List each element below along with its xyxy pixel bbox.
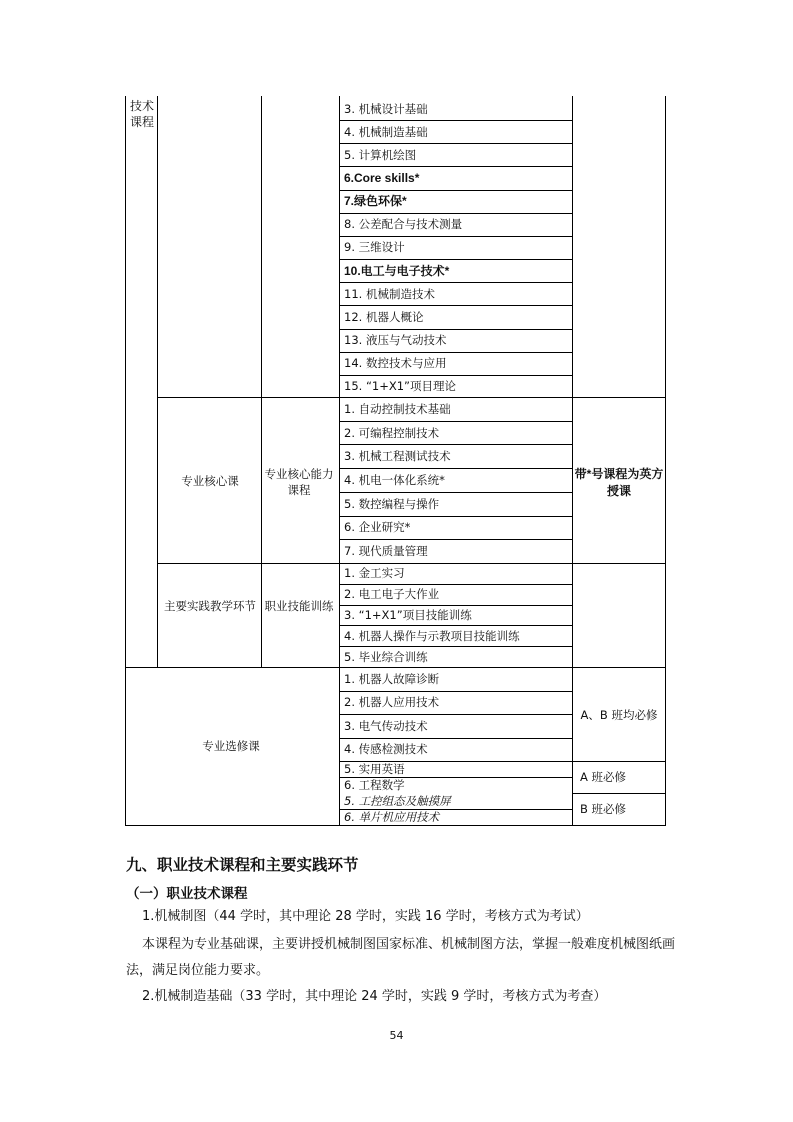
course-row: 3. 机械设计基础: [344, 101, 428, 116]
grid-line: [339, 236, 573, 237]
category-label: 技术课程: [129, 99, 154, 129]
paragraph-2-line-1: 本课程为专业基础课，主要讲授机械制图国家标准、机械制图方法，掌握一般难度机械图纸画: [142, 937, 676, 952]
course-row: 4. 机电一体化系统*: [344, 472, 445, 487]
elective-note-a: A 班必修: [580, 770, 627, 784]
grid-line: [125, 667, 666, 668]
skill-training-label: 职业技能训练: [264, 599, 334, 613]
course-row: 3. “1+X1”项目技能训练: [344, 608, 472, 622]
elective-course-label: 专业选修课: [202, 739, 260, 753]
grid-line: [157, 96, 158, 668]
grid-line: [339, 120, 573, 121]
grid-line: [339, 375, 573, 376]
grid-line: [339, 539, 573, 540]
course-row: 7. 现代质量管理: [344, 544, 428, 559]
grid-line: [339, 714, 573, 715]
course-row: 11. 机械制造技术: [344, 286, 435, 301]
course-row: 15. “1+X1”项目理论: [344, 379, 457, 394]
grid-line: [339, 584, 573, 585]
course-row: 4. 机器人操作与示教项目技能训练: [344, 628, 520, 643]
course-row: 1. 金工实习: [344, 566, 405, 581]
paragraph-2-line-2: 法，满足岗位能力要求。: [126, 963, 270, 978]
course-row: 10.电工与电子技术*: [344, 263, 450, 278]
grid-line: [339, 492, 573, 493]
practice-course-label: 主要实践教学环节: [164, 599, 256, 613]
grid-line: [339, 305, 573, 306]
core-course-label: 专业核心课: [181, 474, 239, 488]
course-row: 5. 工控组态及触摸屏: [344, 794, 451, 808]
grid-line: [125, 825, 666, 826]
grid-line: [339, 444, 573, 445]
grid-line: [125, 96, 126, 826]
english-taught-note: 带*号课程为英方授课: [574, 467, 664, 498]
grid-line: [339, 646, 573, 647]
paragraph-3: 2.机械制造基础（33 学时，其中理论 24 学时，实践 9 学时，考核方式为考查）: [142, 989, 607, 1004]
elective-note-b: B 班必修: [580, 802, 627, 816]
grid-line: [339, 166, 573, 167]
section-subheading: （一）职业技术课程: [126, 886, 248, 902]
course-row: 2. 机器人应用技术: [344, 695, 440, 710]
course-row: 1. 机器人故障诊断: [344, 671, 440, 686]
grid-line: [339, 605, 573, 606]
paragraph-1: 1.机械制图（44 学时，其中理论 28 学时，实践 16 学时，考核方式为考试）: [142, 909, 589, 924]
grid-line: [339, 213, 573, 214]
course-row: 5. 计算机绘图: [344, 147, 417, 162]
course-row: 5. 实用英语: [344, 762, 405, 776]
course-row: 6. 工程数学: [344, 778, 405, 792]
elective-note-ab: A、B 班均必修: [580, 708, 658, 722]
course-row: 9. 三维设计: [344, 240, 405, 255]
grid-line: [339, 468, 573, 469]
course-row: 2. 电工电子大作业: [344, 587, 440, 602]
page-number: 54: [389, 1029, 404, 1042]
grid-line: [339, 421, 573, 422]
grid-line: [572, 96, 573, 826]
course-row: 2. 可编程控制技术: [344, 425, 440, 440]
course-row: 4. 机械制造基础: [344, 124, 428, 139]
grid-line: [339, 761, 666, 762]
grid-line: [339, 625, 573, 626]
grid-line: [572, 793, 666, 794]
course-row: 14. 数控技术与应用: [344, 356, 447, 371]
grid-line: [261, 96, 262, 668]
grid-line: [157, 397, 666, 398]
course-row: 13. 液压与气动技术: [344, 333, 447, 348]
grid-line: [339, 352, 573, 353]
course-row: 1. 自动控制技术基础: [344, 401, 451, 416]
grid-line: [339, 777, 573, 778]
course-row: 6.Core skills*: [344, 171, 420, 186]
section-heading: 九、职业技术课程和主要实践环节: [126, 856, 359, 874]
course-row: 7.绿色环保*: [344, 194, 407, 209]
grid-line: [339, 143, 573, 144]
course-row: 6. 企业研究*: [344, 520, 411, 535]
grid-line: [339, 190, 573, 191]
grid-line: [339, 516, 573, 517]
course-row: 6. 单片机应用技术: [344, 810, 440, 824]
course-row: 8. 公差配合与技术测量: [344, 217, 463, 232]
grid-line: [339, 691, 573, 692]
grid-line: [339, 259, 573, 260]
core-ability-label: 专业核心能力课程: [264, 467, 334, 497]
grid-line: [665, 96, 666, 826]
grid-line: [339, 96, 340, 826]
grid-line: [157, 563, 666, 564]
course-row: 5. 数控编程与操作: [344, 496, 440, 511]
grid-line: [339, 738, 573, 739]
course-row: 3. 机械工程测试技术: [344, 449, 451, 464]
course-row: 5. 毕业综合训练: [344, 649, 428, 664]
grid-line: [339, 809, 573, 810]
grid-line: [339, 282, 573, 283]
course-row: 12. 机器人概论: [344, 309, 424, 324]
course-row: 4. 传感检测技术: [344, 742, 428, 757]
course-row: 3. 电气传动技术: [344, 718, 428, 733]
grid-line: [339, 329, 573, 330]
